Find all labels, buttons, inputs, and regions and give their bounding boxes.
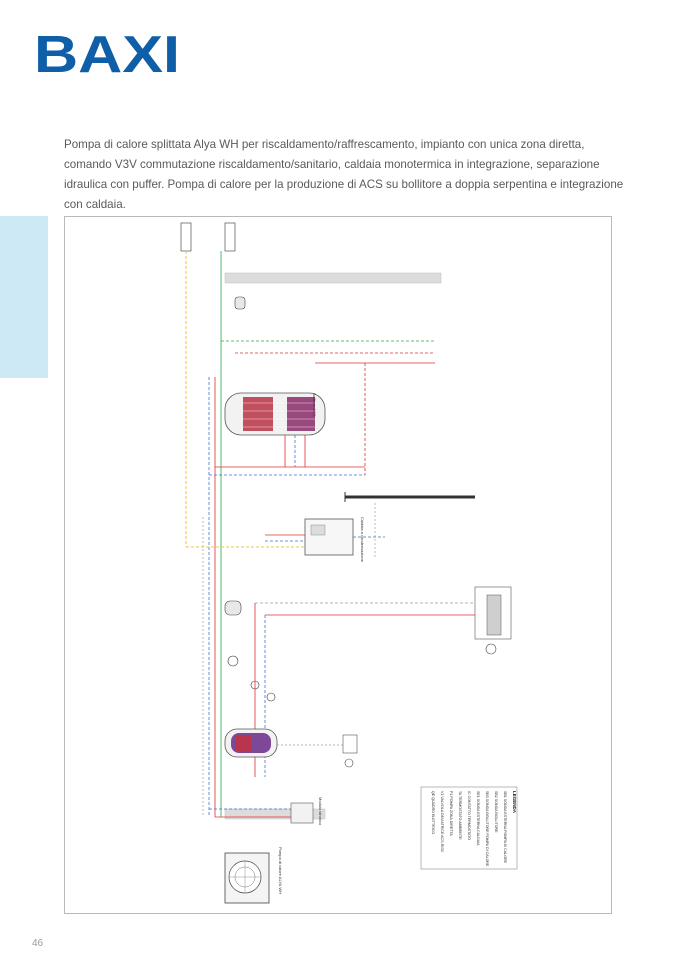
svg-text:Caldaia a condensazione: Caldaia a condensazione: [360, 517, 365, 562]
baxi-logo: [34, 28, 180, 76]
legend-item: V1 VALVOLA DEVIATRICE ACS-RISC: [440, 791, 444, 853]
legend-item: SE1 SONDA ESTERNA CALDAIA: [476, 791, 480, 846]
radiator: [487, 595, 501, 635]
svg-text:Bollitore ACS: Bollitore ACS: [312, 393, 317, 417]
legend-item: SB3 SONDA BOLLITORE POMPA DI CALORE: [485, 791, 489, 867]
legend-item: SB1 SONDA ESTERNA POMPA DI CALORE: [503, 791, 507, 864]
inlet-box-left: [181, 223, 191, 251]
boiler: [305, 519, 353, 555]
legend-item: SB2 SONDA BOLLITORE: [494, 791, 498, 833]
pump-p1: [228, 656, 238, 666]
tank-coil-2: [287, 397, 315, 431]
control-box: [343, 735, 357, 753]
svg-text:BAXI: BAXI: [34, 28, 180, 76]
diagram-description: Pompa di calore splittata Alya WH per riscaldamento/raffrescamento, impianto con unica zona diretta, comando V3V commutazione riscaldamento/sanitario, caldaia monotermica in integrazione, separazione idraulica con puffer. Pompa di calore per la produzione di ACS su bollitore a doppia serpentina e integrazione con caldaia.: [64, 138, 624, 211]
legend-item: TA TERMOSTATO AMBIENTE: [458, 791, 462, 840]
diagram-canvas: [65, 217, 613, 915]
ambient-thermostat: [486, 644, 496, 654]
legend-item: QE QUADRO ELETTRICO: [431, 791, 435, 835]
section-tab: [0, 216, 48, 378]
page-number: 46: [32, 938, 44, 949]
legend: [421, 787, 517, 869]
expansion-vessel-top: [235, 297, 245, 309]
tank-coil-1: [243, 397, 273, 431]
legend-item: IC CONTATTO TERMOSTATO: [467, 791, 471, 841]
expansion-vessel-mid: [225, 601, 241, 615]
legend-title: LEGENDA: [512, 791, 517, 814]
hydronic-module: [291, 803, 313, 823]
wall-top: [225, 273, 441, 283]
svg-text:Pompa di calore ALYA WH: Pompa di calore ALYA WH: [278, 847, 283, 894]
svg-text:Modulo idronico: Modulo idronico: [318, 797, 323, 826]
legend-item: P1 POMPA ZONA DIRETTA: [449, 791, 453, 836]
hydraulic-diagram: [64, 216, 612, 914]
inlet-box-right: [225, 223, 235, 251]
